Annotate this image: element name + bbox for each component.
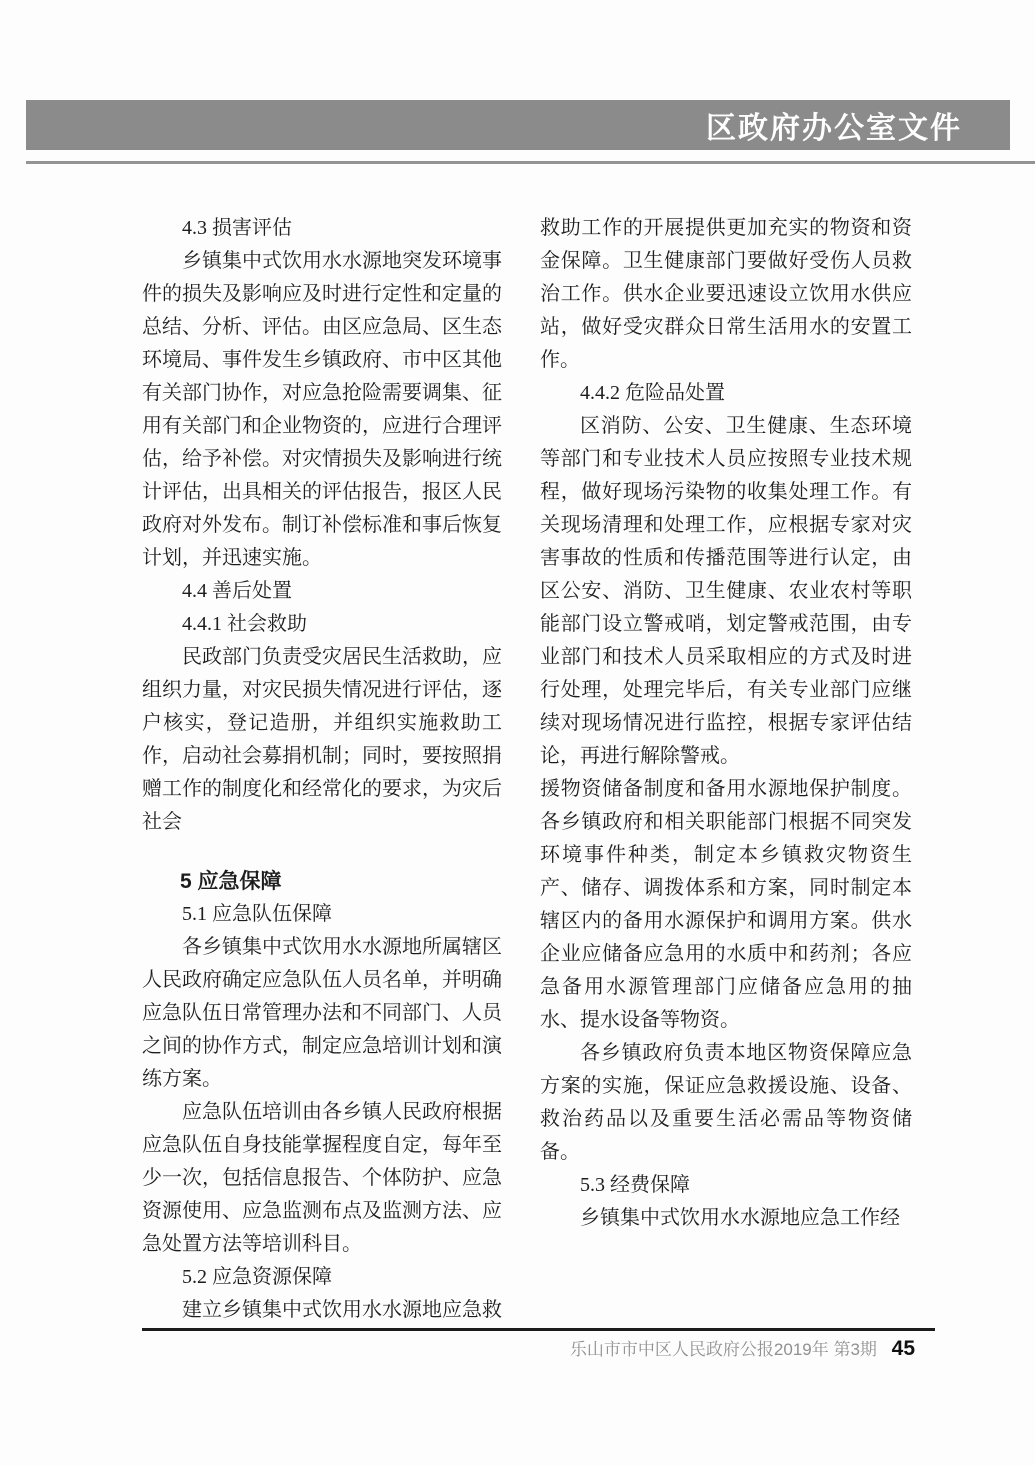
footer-journal-title: 乐山市市中区人民政府公报2019年 第3期 — [569, 1340, 877, 1359]
header-banner — [26, 100, 1010, 150]
footer-page-number: 45 — [891, 1337, 915, 1360]
subsection-heading: 5.1 应急队伍保障 — [182, 903, 332, 925]
body-paragraph: 民政部门负责受灾居民生活救助，应组织力量，对灾民损失情况进行评估，逐户核实，登记造册，并组织实施救助工作，启动社会募捐机制；同时，要按照捐赠工作的制度化和经常化的要求，为灾后社会 — [142, 646, 502, 833]
subsection-heading: 5.3 经费保障 — [580, 1174, 690, 1196]
right-column — [540, 212, 912, 1235]
body-paragraph: 建立乡镇集中式饮用水水源地应急救 — [182, 1299, 502, 1321]
body-paragraph: 各乡镇集中式饮用水水源地所属辖区人民政府确定应急队伍人员名单，并明确应急队伍日常管理办法和不同部门、人员之间的协作方式，制定应急培训计划和演练方案。 — [142, 936, 502, 1090]
body-paragraph: 应急队伍培训由各乡镇人民政府根据应急队伍自身技能掌握程度自定，每年至少一次，包括信息报告、个体防护、应急资源使用、应急监测布点及监测方法、应急处置方法等培训科目。 — [142, 1101, 502, 1255]
body-paragraph: 各乡镇政府负责本地区物资保障应急方案的实施，保证应急救援设施、设备、救治药品以及重要生活必需品等物资储备。 — [540, 1042, 912, 1163]
subsection-heading: 4.3 损害评估 — [182, 217, 292, 239]
page-footer — [142, 1336, 915, 1363]
footer-divider — [142, 1328, 935, 1331]
left-column — [142, 212, 502, 1327]
header-banner-title: 区政府办公室文件 — [706, 112, 962, 145]
header-divider — [26, 161, 1035, 164]
subsection-heading: 4.4.1 社会救助 — [182, 613, 307, 635]
subsection-heading: 4.4.2 危险品处置 — [580, 382, 725, 404]
body-paragraph: 乡镇集中式饮用水水源地应急工作经 — [580, 1207, 900, 1229]
body-paragraph-continuation: 援物资储备制度和备用水源地保护制度。各乡镇政府和相关职能部门根据不同突发环境事件种类，制定本乡镇救灾物资生产、储存、调拨体系和方案，同时制定本辖区内的备用水源保护和调用方案。供水企业应储备应急用的水质中和药剂；各应急备用水源管理部门应储备应急用的抽水、提水设备等物资。 — [540, 778, 912, 1031]
body-paragraph-continuation: 救助工作的开展提供更加充实的物资和资金保障。卫生健康部门要做好受伤人员救治工作。供水企业要迅速设立饮用水供应站，做好受灾群众日常生活用水的安置工作。 — [540, 217, 912, 371]
section-heading: 5 应急保障 — [180, 870, 282, 893]
subsection-heading: 5.2 应急资源保障 — [182, 1266, 332, 1288]
subsection-heading: 4.4 善后处置 — [182, 580, 292, 602]
body-paragraph: 区消防、公安、卫生健康、生态环境等部门和专业技术人员应按照专业技术规程，做好现场污染物的收集处理工作。有关现场清理和处理工作，应根据专家对灾害事故的性质和传播范围等进行认定，由区公安、消防、卫生健康、农业农村等职能部门设立警戒哨，划定警戒范围，由专业部门和技术人员采取相应的方式及时进行处理，处理完毕后，有关专业部门应继续对现场情况进行监控，根据专家评估结论，再进行解除警戒。 — [540, 415, 912, 767]
body-paragraph: 乡镇集中式饮用水水源地突发环境事件的损失及影响应及时进行定性和定量的总结、分析、评估。由区应急局、区生态环境局、事件发生乡镇政府、市中区其他有关部门协作，对应急抢险需要调集、征用有关部门和企业物资的，应进行合理评估，给予补偿。对灾情损失及影响进行统计评估，出具相关的评估报告，报区人民政府对外发布。制订补偿标准和事后恢复计划，并迅速实施。 — [142, 250, 502, 569]
